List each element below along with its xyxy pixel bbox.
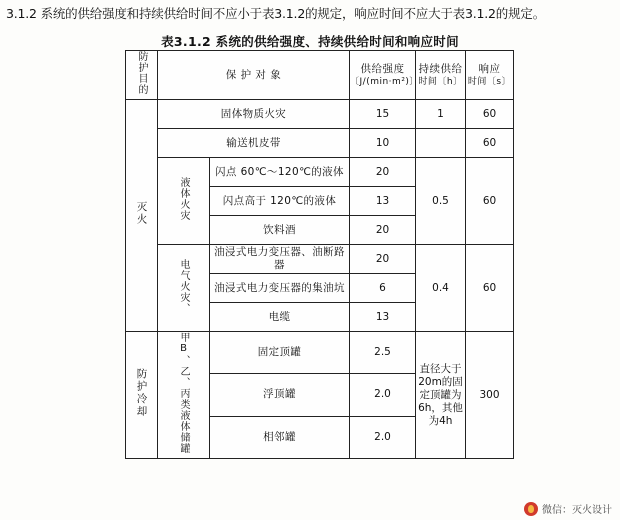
- purpose-label-cooling: 防护冷却: [135, 368, 148, 418]
- object-cell: 输送机皮带: [158, 129, 350, 158]
- table-row: [126, 129, 514, 158]
- table-row: [126, 245, 514, 274]
- subgroup-label-liquid-fire: 液体火灾: [178, 177, 189, 221]
- subgroup-cell-liquid-tank: [158, 332, 210, 459]
- duration-cell: 1: [416, 100, 466, 129]
- header-object: 保 护 对 象: [158, 51, 350, 100]
- object-cell: 浮顶罐: [210, 374, 350, 416]
- intensity-cell: 10: [350, 129, 416, 158]
- header-response-unit: 时间〔s〕: [467, 76, 512, 87]
- object-cell: 电缆: [210, 303, 350, 332]
- intensity-cell: 20: [350, 216, 416, 245]
- table-container: [125, 50, 513, 459]
- flame-logo-icon: [524, 502, 538, 516]
- header-response: [466, 51, 514, 100]
- table-title: 表3.1.2 系统的供给强度、持续供给时间和响应时间: [161, 34, 459, 49]
- intensity-cell: 13: [350, 187, 416, 216]
- duration-cell: [416, 129, 466, 158]
- intensity-cell: 6: [350, 274, 416, 303]
- watermark-text: 微信：灭火设计: [542, 505, 612, 516]
- duration-cell: 0.4: [416, 245, 466, 332]
- subgroup-cell-liquid-fire: [158, 158, 210, 245]
- response-cell: 60: [466, 158, 514, 245]
- header-intensity-line1: 供给强度: [360, 62, 405, 75]
- object-cell: 闪点 60℃～120℃的液体: [210, 158, 350, 187]
- object-cell: 固定顶罐: [210, 332, 350, 374]
- watermark: [524, 501, 612, 516]
- response-cell: 60: [466, 245, 514, 332]
- intensity-cell: 20: [350, 245, 416, 274]
- object-cell: 饮料酒: [210, 216, 350, 245]
- table-row: [126, 100, 514, 129]
- object-cell: 闪点高于 120℃的液体: [210, 187, 350, 216]
- table-row: [126, 332, 514, 374]
- purpose-cell-extinguish: [126, 100, 158, 332]
- response-cell: 300: [466, 332, 514, 459]
- header-intensity: [350, 51, 419, 100]
- intensity-cell: 2.5: [350, 332, 416, 374]
- object-cell: 油浸式电力变压器、油断路器: [210, 245, 350, 274]
- intensity-cell: 13: [350, 303, 416, 332]
- subgroup-label-electrical-fire: 电气火灾、: [178, 258, 189, 314]
- header-response-line1: 响应: [478, 62, 501, 75]
- intensity-cell: 2.0: [350, 374, 416, 416]
- duration-cell: 直径大于20m的固定顶罐为6h，其他为4h: [416, 332, 466, 459]
- object-cell: 相邻罐: [210, 416, 350, 458]
- header-duration-line1: 持续供给: [418, 62, 463, 75]
- intensity-cell: 15: [350, 100, 416, 129]
- header-purpose-label: 防护目的: [136, 51, 147, 95]
- duration-cell: 0.5: [416, 158, 466, 245]
- subgroup-cell-electrical-fire: [158, 245, 210, 332]
- intensity-cell: 20: [350, 158, 416, 187]
- header-duration: [416, 51, 466, 100]
- header-intensity-unit: 〔J/(min·m²)〕: [350, 76, 419, 87]
- clause-intro-text: 3.1.2 系统的供给强度和持续供给时间不应小于表3.1.2的规定，响应时间不应大于表3.1.2的规定。: [6, 6, 545, 21]
- object-cell: 固体物质火灾: [158, 100, 350, 129]
- purpose-label-extinguish: 灭火: [135, 201, 148, 226]
- header-purpose: [126, 51, 158, 100]
- response-cell: 60: [466, 129, 514, 158]
- object-cell: 油浸式电力变压器的集油坑: [210, 274, 350, 303]
- table-row: [126, 158, 514, 187]
- purpose-cell-cooling: [126, 332, 158, 459]
- header-duration-unit: 时间〔h〕: [418, 76, 463, 87]
- intensity-cell: 2.0: [350, 416, 416, 458]
- subgroup-label-liquid-tank: 甲B、乙、丙类液体储罐: [178, 332, 189, 454]
- response-cell: 60: [466, 100, 514, 129]
- table-header-row: [126, 51, 514, 100]
- requirements-table: [125, 50, 514, 459]
